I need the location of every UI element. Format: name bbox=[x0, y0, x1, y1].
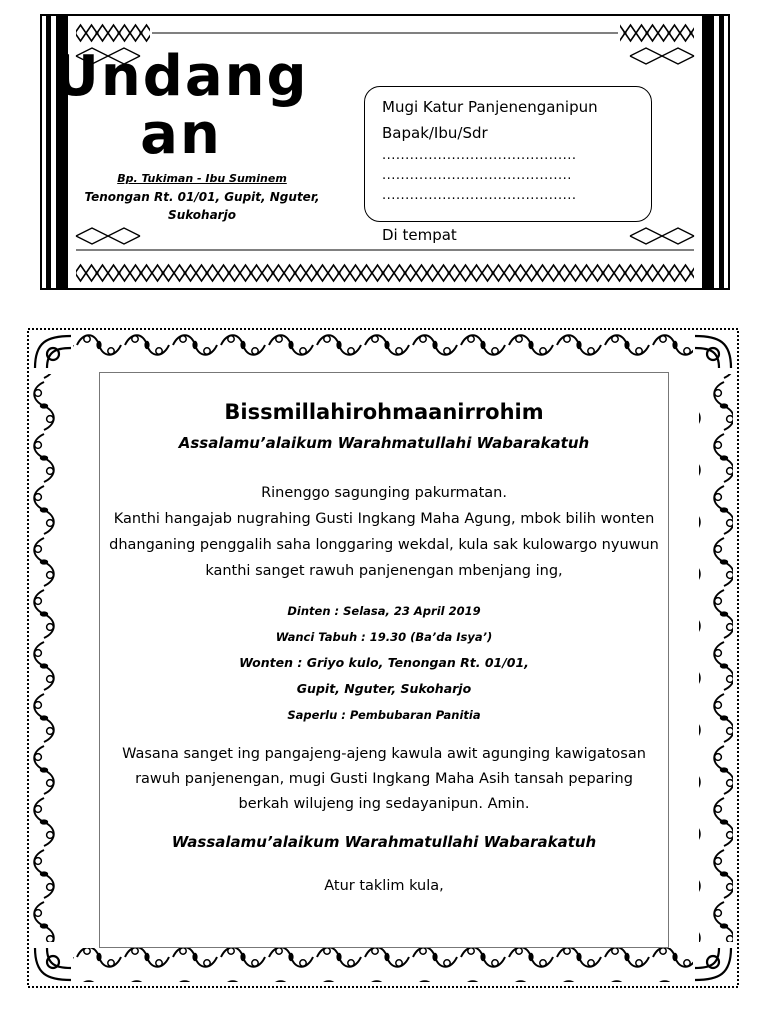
addressee-text bbox=[382, 94, 652, 206]
opening-paragraph bbox=[99, 480, 669, 584]
opening-salam: Assalamu’alaikum Warahmatullahi Wabarakatuh bbox=[178, 434, 590, 452]
addressee-line1: Mugi Katur Panjenenganipun bbox=[382, 98, 598, 116]
bismillah-heading: Bissmillahirohmaanirrohim bbox=[224, 400, 544, 424]
addressee-dots-1: .......................................... bbox=[382, 148, 577, 163]
signoff: Atur taklim kula, bbox=[324, 878, 444, 894]
host-name: Bp. Tukiman - Ibu Suminem bbox=[117, 172, 287, 185]
closing-salam: Wassalamu’alaikum Warahmatullahi Wabarakatuh bbox=[171, 833, 597, 851]
detail-saperlu: Saperlu : Pembubaran Panitia bbox=[287, 708, 481, 722]
detail-wanci: Wanci Tabuh : 19.30 (Ba’da Isya’) bbox=[275, 630, 493, 644]
opening-body: Kanthi hangajab nugrahing Gusti Ingkang Maha Agung, mbok bilih wonten dhanganing penggalih saha longgaring wekdal, kula sak kulowargo nyuwun kanthi sanget rawuh panjenengan mbenjang ing, bbox=[109, 511, 659, 579]
opening-line: Rinenggo sagunging pakurmatan. bbox=[261, 485, 507, 501]
host-block bbox=[52, 170, 352, 224]
cover-title bbox=[50, 44, 312, 167]
host-address-line1: Tenongan Rt. 01/01, Gupit, Nguter, bbox=[84, 190, 320, 204]
detail-dinten: Dinten : Selasa, 23 April 2019 bbox=[287, 604, 481, 618]
detail-wonten-line2: Gupit, Nguter, Sukoharjo bbox=[296, 681, 472, 696]
addressee-dots-2: ......................................... bbox=[382, 168, 572, 183]
cover-title-line2: an bbox=[140, 102, 222, 167]
invitation-card bbox=[27, 328, 739, 988]
closing-paragraph: Wasana sanget ing pangajeng-ajeng kawula awit agunging kawigatosan rawuh panjenengan, mugi Gusti Ingkang Maha Asih tansah peparing berkah wilujeng ing sedayanipun. Amin. bbox=[122, 746, 646, 812]
detail-wonten-line1: Wonten : Griyo kulo, Tenongan Rt. 01/01, bbox=[239, 655, 529, 670]
event-details bbox=[99, 598, 669, 728]
addressee-line2: Bapak/Ibu/Sdr bbox=[382, 124, 488, 142]
cover-title-line1: Undang bbox=[53, 44, 309, 109]
host-address-line2: Sukoharjo bbox=[168, 208, 236, 222]
addressee-dots-3: .......................................... bbox=[382, 188, 577, 203]
addressee-closing: Di tempat bbox=[382, 226, 457, 244]
invitation-content bbox=[99, 372, 669, 897]
